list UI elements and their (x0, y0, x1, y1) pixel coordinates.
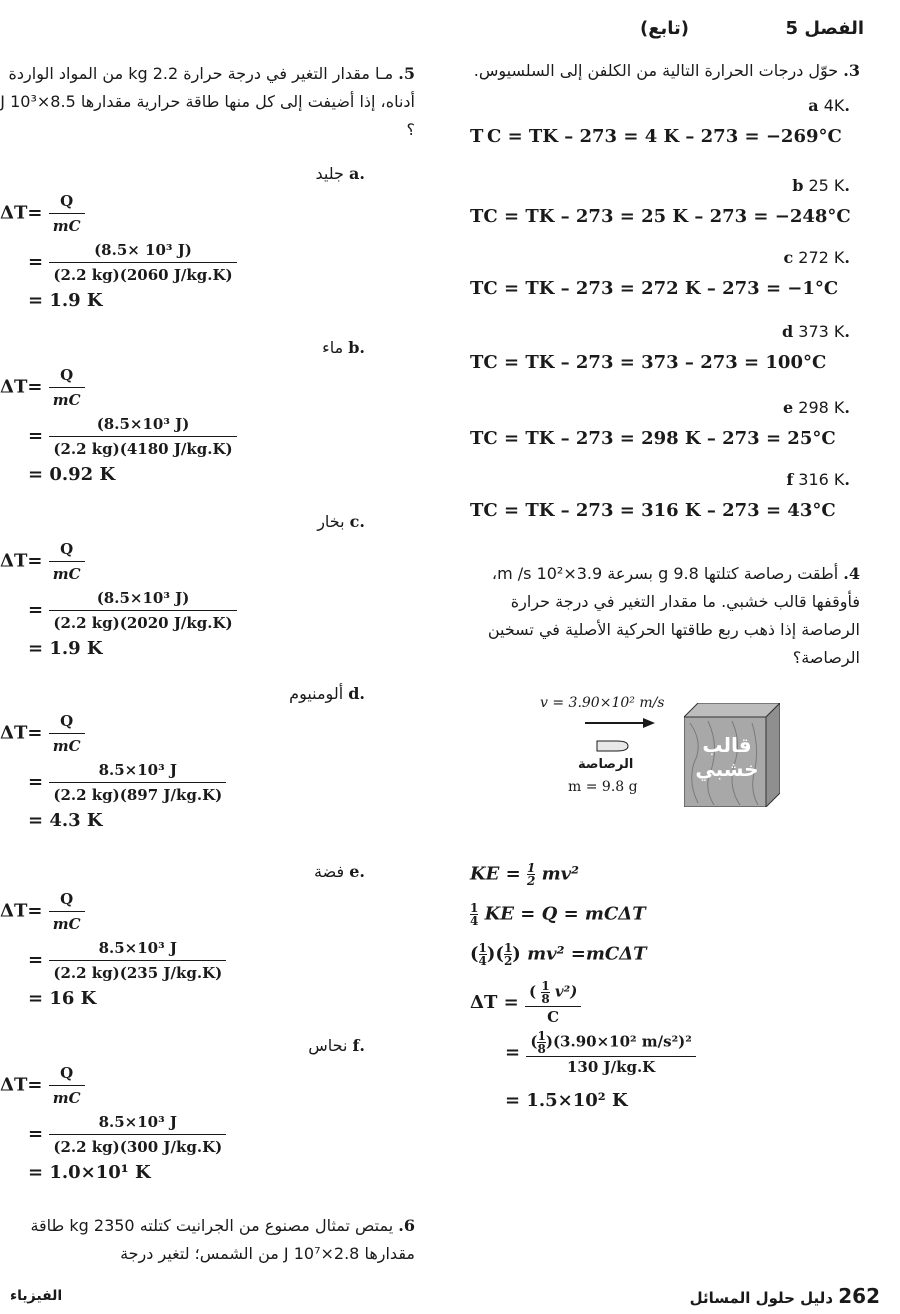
eq-text: 130 J/kg.K (526, 1056, 695, 1076)
fraction (49, 538, 85, 585)
q5-part-solution (0, 710, 226, 832)
eq-text: ΔT= (0, 202, 43, 224)
eq-text: KE = (470, 863, 527, 885)
eq-text: (2.2 kg)(235 J/kg.K) (49, 960, 226, 984)
q5-part-solution (0, 538, 237, 660)
eq-text: (2.2 kg)(4180 J/kg.K) (49, 436, 236, 460)
q5-part-solution (0, 364, 237, 486)
eq-text: (2.2 kg)(300 J/kg.K) (49, 1134, 226, 1158)
part-label: ألومنيوم (289, 684, 344, 703)
fraction (49, 888, 85, 935)
substitution-line: = $\frac{\text{8.5×10³ J}}{(2.2 kg)(300 J/kg.K)}$ (0, 1111, 226, 1158)
chapter-label: الفصل 5 (785, 18, 864, 39)
eq-text: (8.5×10³ J) (96, 415, 190, 433)
page-number: 262 (838, 1284, 880, 1308)
block-label (690, 733, 764, 781)
fraction-eighth: $\frac{1}{8}$ (541, 979, 550, 1006)
item-value: 373 K (798, 322, 845, 341)
part-letter: .b (348, 338, 365, 357)
result-line: = 1.9 K (28, 290, 103, 311)
eq-text: Q (60, 540, 74, 558)
fraction (49, 710, 85, 757)
equation-delta-t (470, 980, 581, 1026)
item-value: 4K (823, 96, 845, 115)
eq-text: mv² =mCΔT (527, 943, 647, 965)
equation-result: = 1.5×10² K (505, 1090, 628, 1111)
fraction (49, 937, 226, 984)
q3-item-label (792, 176, 850, 195)
fraction (49, 587, 236, 634)
delta-t-line (0, 1062, 226, 1109)
fraction-quarter: $\frac{1}{4}$ (478, 941, 487, 968)
fraction (49, 1062, 85, 1109)
block-label-line-1: قالب (702, 733, 752, 757)
eq-text: mC (49, 213, 85, 237)
eq-text: mv² (541, 863, 580, 885)
eq-text: 8.5×10³ J (98, 939, 177, 957)
eq-text: C (525, 1006, 581, 1026)
question-number: 6. (398, 1216, 415, 1235)
block-label-line-2: خشبي (695, 757, 759, 781)
fraction (49, 759, 226, 806)
eq-text: ΔT = (470, 992, 519, 1013)
item-value: 272 K (798, 248, 845, 267)
delta-t-line (0, 538, 237, 585)
eq-text: 8.5×10³ J (98, 761, 177, 779)
fraction-half: $\frac{1}{2}$ (526, 861, 536, 888)
eq-text: mC (49, 387, 85, 411)
part-label: جليد (315, 164, 344, 183)
fraction (49, 413, 236, 460)
question-text: حوّل درجات الحرارة التالية من الكلفن إلى السلسيوس. (473, 61, 839, 80)
velocity-label: v = 3.90×10² m/s (540, 695, 665, 711)
eq-text: mC (49, 911, 85, 935)
q3-item-label (808, 96, 850, 115)
fraction: ( $\frac{1}{8}$ v²) C (525, 980, 581, 1026)
delta-t-line (0, 364, 237, 411)
bullet-icon (595, 739, 629, 753)
q5-part-solution (0, 888, 226, 1010)
part-label: فضة (314, 862, 345, 881)
eq-text: ΔT= (0, 1074, 43, 1096)
q3-item-equation: TC = TK – 273 = 25 K – 273 = −248°C (470, 206, 851, 227)
eq-text: Q (60, 890, 74, 908)
eq-text: mC (49, 733, 85, 757)
item-letter: .b (792, 176, 850, 195)
part-letter: .a (349, 164, 365, 183)
q3-item-equation: TC = TK – 273 = 298 K – 273 = 25°C (470, 428, 836, 449)
part-label: ماء (322, 338, 344, 357)
q3-item-label (782, 322, 850, 341)
question-number: 4. (843, 564, 860, 583)
q5-part-label (316, 164, 365, 183)
item-letter: .a (808, 96, 850, 115)
q5-part-label (289, 684, 365, 703)
result-line: = 1.0×10¹ K (28, 1162, 151, 1183)
delta-t-line (0, 710, 226, 757)
question-4 (465, 560, 860, 672)
eq-text: ΔT= (0, 376, 43, 398)
eq-text: (8.5× 10³ J) (94, 241, 192, 259)
q3-item-label (783, 398, 850, 417)
q5-part-label (317, 512, 365, 531)
q3-item-label (783, 248, 850, 267)
item-value: 316 K (798, 470, 845, 489)
substitution-line: = $\frac{\text{(8.5×10³ J)}}{(2.2 kg)(4180 J/kg.K)}$ (0, 413, 237, 460)
item-letter: .c (783, 248, 850, 267)
substitution-line: = $\frac{\text{(8.5× 10³ J)}}{(2.2 kg)(2060 J/kg.K)}$ (0, 239, 237, 286)
eq-text: ΔT= (0, 722, 43, 744)
book-title: دليل حلول المسائل (689, 1289, 834, 1307)
part-label: بخار (317, 512, 345, 531)
eq-text: mC (49, 1085, 85, 1109)
q5-part-solution (0, 1062, 226, 1184)
delta-t-line (0, 190, 237, 237)
q5-part-label (322, 338, 365, 357)
q3-item-equation: TC = TK – 273 = 373 – 273 = 100°C (470, 352, 827, 373)
part-letter: .f (352, 1036, 365, 1055)
equation-substitute: = ( $\frac{1}{8}$ )(3.90×10² m/s²)² 130 J/kg.K (505, 1030, 696, 1076)
question-3 (460, 58, 860, 84)
q5-part-label (308, 1036, 365, 1055)
fraction (49, 190, 85, 237)
result-line: = 4.3 K (28, 810, 103, 831)
q3-item-label (786, 470, 850, 489)
equation-ke (470, 862, 579, 887)
delta-t-line (0, 888, 226, 935)
fraction-half: $\frac{1}{2}$ (503, 941, 513, 968)
fraction-eighth: $\frac{1}{8}$ (537, 1029, 546, 1056)
bullet-label: الرصاصة (578, 757, 634, 772)
result-line: = 16 K (28, 988, 97, 1009)
fraction (49, 364, 85, 411)
mass-label: m = 9.8 g (568, 779, 638, 795)
equation-product: ( $\frac{1}{4}$ )( $\frac{1}{2}$ ) mv² =mCΔT (470, 941, 647, 968)
question-number: 3. (843, 61, 860, 80)
part-letter: .e (349, 862, 365, 881)
question-5 (0, 60, 415, 144)
eq-text: (3.90×10² m/s²)² (552, 1032, 692, 1051)
eq-text: ΔT= (0, 550, 43, 572)
footer-right (690, 1284, 880, 1308)
eq-text: Q (60, 712, 74, 730)
question-text: مـا مقدار التغير في درجة حرارة 2.2 kg من المواد الواردة أدناه، إذا أضيفت إلى كل منها طاقة حرارية مقدارها 8.5×10³ J ؟ (0, 64, 415, 139)
continued-label: (تابع) (640, 18, 690, 39)
question-text: يمتص تمثال مصنوع من الجرانيت كتلته 2350 kg طاقة مقدارها 2.8×10⁷ J من الشمس؛ لتغير درجة (30, 1216, 415, 1263)
substitution-line: = $\frac{\text{8.5×10³ J}}{(2.2 kg)(235 J/kg.K)}$ (0, 937, 226, 984)
question-number: 5. (398, 64, 415, 83)
item-letter: .f (786, 470, 850, 489)
item-value: 25 K (808, 176, 845, 195)
eq-text: KE = Q = mCΔT (484, 903, 646, 925)
substitution-line: = $\frac{\text{(8.5×10³ J)}}{(2.2 kg)(2020 J/kg.K)}$ (0, 587, 237, 634)
part-letter: .d (348, 684, 365, 703)
eq-text: 8.5×10³ J (98, 1113, 177, 1131)
substitution-line: = $\frac{\text{8.5×10³ J}}{(2.2 kg)(897 J/kg.K)}$ (0, 759, 226, 806)
result-line: = 1.9 K (28, 638, 103, 659)
eq-text: Q (60, 1064, 74, 1082)
fraction (49, 239, 236, 286)
footer-subject: الفيزياء (10, 1288, 63, 1304)
eq-text: (2.2 kg)(897 J/kg.K) (49, 782, 226, 806)
eq-text: ΔT= (0, 900, 43, 922)
arrow-right-icon (585, 717, 655, 729)
eq-text: v²) (554, 982, 578, 1001)
eq-text: (8.5×10³ J) (96, 589, 190, 607)
fraction: ( $\frac{1}{8}$ )(3.90×10² m/s²)² 130 J/kg.K (526, 1030, 695, 1076)
equation-quarter-ke (470, 902, 646, 927)
item-letter: .d (782, 322, 850, 341)
q3-item-equation: TC = TK – 273 = 316 K – 273 = 43°C (470, 500, 836, 521)
q5-part-solution (0, 190, 237, 312)
item-letter: .e (783, 398, 850, 417)
eq-text: (2.2 kg)(2060 J/kg.K) (49, 262, 236, 286)
eq-text: Q (60, 192, 74, 210)
bullet-figure (540, 695, 780, 845)
item-value: 298 K (798, 398, 845, 417)
question-3-text (460, 58, 860, 84)
eq-text: (2.2 kg)(2020 J/kg.K) (49, 610, 236, 634)
q5-part-label (314, 862, 365, 881)
q3-item-equation: TC = TK – 273 = 272 K – 273 = −1°C (470, 278, 839, 299)
fraction-quarter: $\frac{1}{4}$ (470, 901, 479, 928)
fraction (49, 1111, 226, 1158)
chapter-header (564, 18, 864, 39)
question-6 (0, 1212, 415, 1268)
question-text: أطقت رصاصة كتلتها 9.8 g بسرعة 3.9×10² m /s، فأوقفها قالب خشبي. ما مقدار التغير في درجة حرارة الرصاصة إذا ذهب ربع طاقتها الحركية الأصلية في تسخين الرصاصة؟ (487, 564, 860, 667)
eq-text: Q (60, 366, 74, 384)
q3-item-equation: T C = TK – 273 = 4 K – 273 = −269°C (470, 126, 842, 147)
part-label: نحاس (308, 1036, 348, 1055)
result-line: = 0.92 K (28, 464, 116, 485)
part-letter: .c (349, 512, 365, 531)
eq-text: mC (49, 561, 85, 585)
